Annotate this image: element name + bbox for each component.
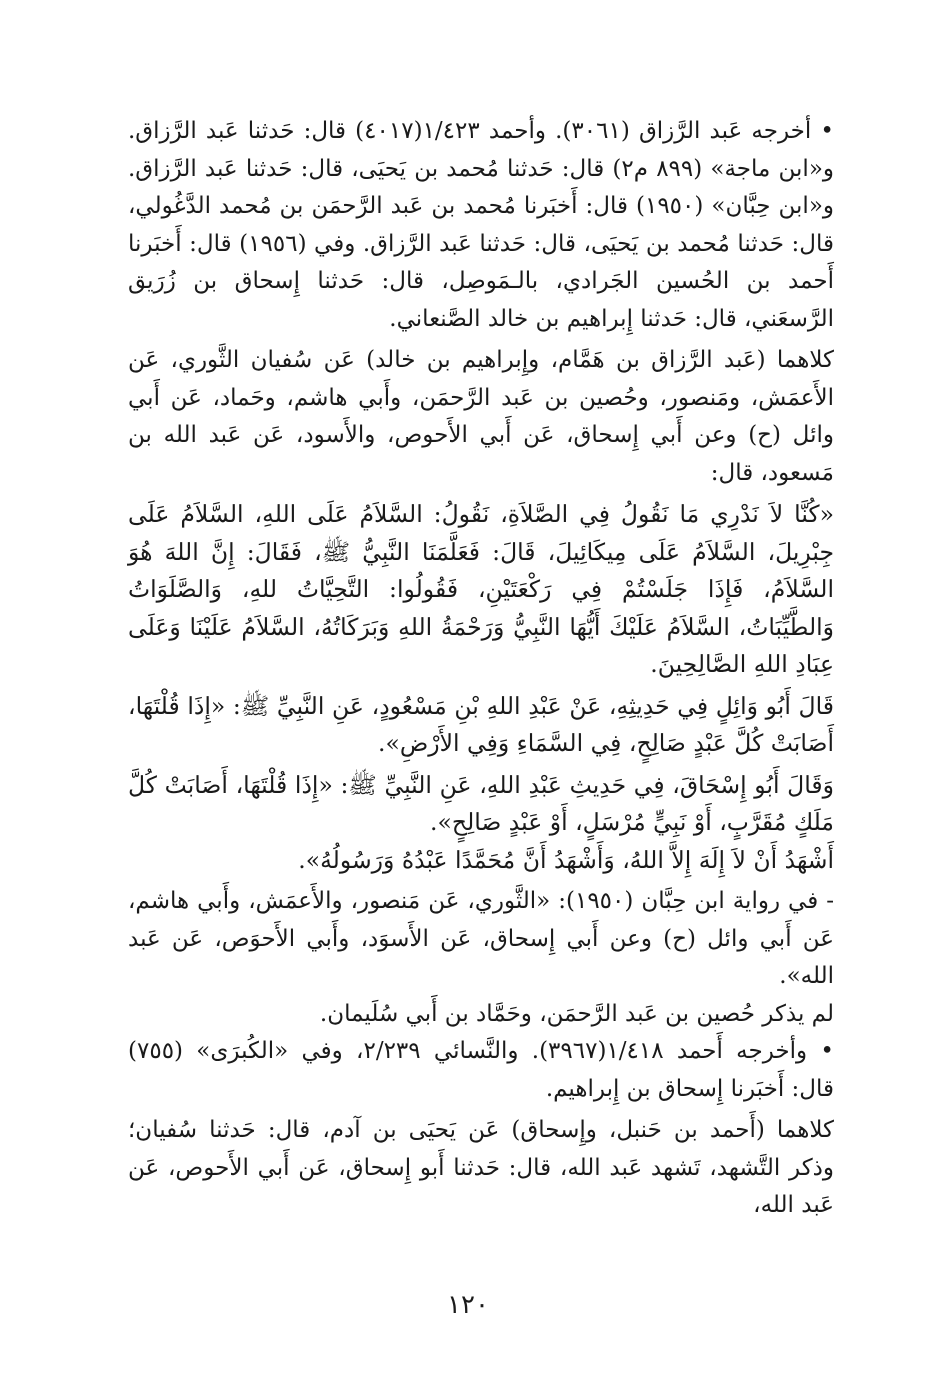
paragraph-isnad-2: كلاهما (أَحمد بن حَنبل، وإِسحاق) عَن يَحيَى بن آدم، قال: حَدثنا سُفيان؛ وذكر التَّشهد، تَشهد عَبد الله، قال: حَدثنا أَبو إِسحاق، عَن أَبي الأَحوص، عَن عَبد الله،	[128, 1117, 834, 1218]
paragraph-isnad-1: كلاهما (عَبد الرَّزاق بن هَمَّام، وإِبراهيم بن خالد) عَن سُفيان الثَّوري، عَن الأَعمَش، ومَنصور، وحُصين بن عَبد الرَّحمَن، وأَبي هاشم، وحَماد، عَن أَبي وائل (ح) وعن أَبي إِسحاق، عَن أَبي الأَحوص، والأَسود، عَن عَبد الله بن مَسعود، قال:	[128, 347, 834, 486]
paragraph-tashahhud-end: أَشْهَدُ أَنْ لاَ إِلَهَ إِلاَّ اللهُ، وَأَشْهَدُ أَنَّ مُحَمَّدًا عَبْدُهُ وَرَسُولُهُ».	[298, 845, 834, 874]
main-text	[128, 113, 834, 1229]
page-number: ١٢٠	[447, 1290, 489, 1320]
paragraph-ibn-hibban-note: - في رواية ابن حِبَّان (١٩٥٠): «الثَّوري، عَن مَنصور، والأَعمَش، وأَبي هاشم، عَن أَبي وائل (ح) وعن أَبي إِسحاق، عَن الأَسوَد، وأَبي الأَحوَص، عَن عَبد الله».	[128, 888, 834, 989]
paragraph-abu-ishaq: وَقَالَ أَبُو إِسْحَاقَ، فِي حَدِيثِ عَبْدِ اللهِ، عَنِ النَّبِيِّ ﷺ: «إِذَا قُلْتَهَا، أَصَابَتْ كُلَّ مَلَكٍ مُقَرَّبٍ، أَوْ نَبِيٍّ مُرْسَلٍ، أَوْ عَبْدٍ صَالِحٍ».	[128, 770, 834, 836]
paragraph-omission-note: لم يذكر حُصين بن عَبد الرَّحمَن، وحَمَّاد بن أَبي سُلَيمان.	[319, 1000, 834, 1027]
paragraph-takhrij-2: • وأخرجه أَحمد ١/٤١٨(٣٩٦٧). والنَّسائي ٢/٢٣٩، وفي «الكُبرَى» (٧٥٥) قال: أَخبَرنا إِسحاق بن إِبراهيم.	[128, 1038, 834, 1102]
paragraph-abu-wail: قَالَ أَبُو وَائِلٍ فِي حَدِيثِهِ، عَنْ عَبْدِ اللهِ بْنِ مَسْعُودٍ، عَنِ النَّبِيِّ ﷺ: «إِذَا قُلْتَهَا، أَصَابَتْ كُلَّ عَبْدٍ صَالِحٍ، فِي السَّمَاءِ وَفِي الأَرْضِ».	[128, 691, 834, 757]
paragraph-hadith-matn: «كُنَّا لاَ نَدْرِي مَا نَقُولُ فِي الصَّلاَةِ، نَقُولُ: السَّلاَمُ عَلَى اللهِ، السَّلاَمُ عَلَى جِبْرِيلَ، السَّلاَمُ عَلَى مِيكَائِيلَ، قَالَ: فَعَلَّمَنَا النَّبِيُّ ﷺ، فَقَالَ: إِنَّ اللهَ هُوَ السَّلاَمُ، فَإِذَا جَلَسْتُمْ فِي رَكْعَتَيْنِ، فَقُولُوا: التَّحِيَّاتُ للهِ، وَالصَّلَوَاتُ وَالطَّيِّبَاتُ، السَّلاَمُ عَلَيْكَ أَيُّهَا النَّبِيُّ وَرَحْمَةُ اللهِ وَبَرَكَاتُهُ، السَّلاَمُ عَلَيْنَا وَعَلَى عِبَادِ اللهِ الصَّالِحِينَ.	[128, 500, 834, 678]
paragraph-takhrij-1: • أخرجه عَبد الرَّزاق (٣٠٦١). وأحمد ١/٤٢٣(٤٠١٧) قال: حَدثنا عَبد الرَّزاق. و«ابن ماجة» (٨٩٩ م٢) قال: حَدثنا مُحمد بن يَحيَى، قال: حَدثنا عَبد الرَّزاق. و«ابن حِبَّان» (١٩٥٠) قال: أَخبَرنا مُحمد بن عَبد الرَّحمَن بن مُحمد الدَّغُولي، قال: حَدثنا مُحمد بن يَحيَى، قال: حَدثنا عَبد الرَّزاق. وفي (١٩٥٦) قال: أَخبَرنا أَحمد بن الحُسين الجَرادي، بالـمَوصِل، قال: حَدثنا إِسحاق بن زُرَيق الرَّسعَني، قال: حَدثنا إِبراهيم بن خالد الصَّنعاني.	[128, 118, 835, 332]
